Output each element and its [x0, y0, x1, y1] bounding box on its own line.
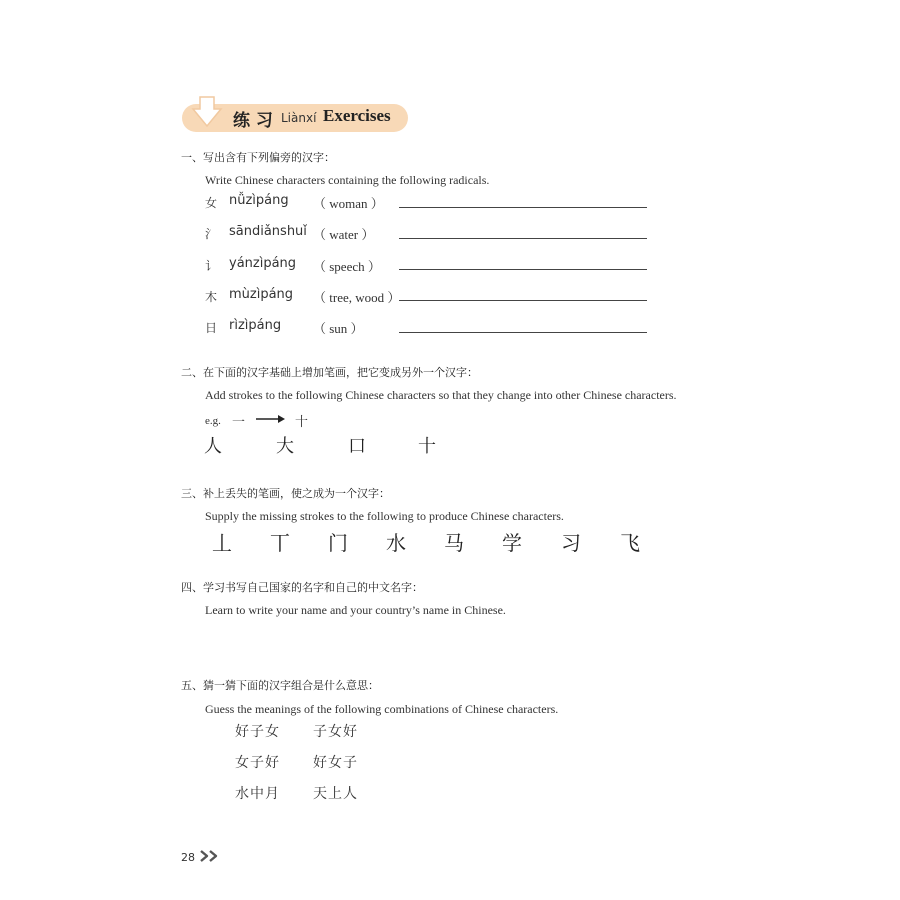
radical-pinyin-1: sāndiǎnshuǐ — [229, 224, 307, 239]
double-chevron-right-icon — [199, 849, 221, 863]
section4-instruction: Learn to write your name and your country’s name in Chinese. — [205, 603, 506, 617]
add-stroke-char-2: 口 — [348, 436, 366, 457]
radical-pinyin-0: nǚzìpáng — [229, 193, 289, 208]
radical-meaning-0: （ woman ） — [313, 196, 384, 211]
radical-4: 日 — [205, 321, 218, 335]
add-stroke-char-0: 人 — [204, 436, 222, 457]
section1-title: 一、写出含有下列偏旁的汉字： — [181, 151, 335, 164]
right-arrow-icon — [256, 414, 286, 424]
section5-instruction: Guess the meanings of the following combinations of Chinese characters. — [205, 702, 559, 716]
combo-1-1: 好女子 — [313, 755, 358, 771]
section3-title: 三、补上丢失的笔画，使之成为一个汉字： — [181, 487, 390, 500]
section2-title: 二、在下面的汉字基础上增加笔画，把它变成另外一个汉字： — [181, 366, 478, 379]
radical-meaning-3: （ tree, wood ） — [313, 290, 401, 305]
radical-pinyin-3: mùzìpáng — [229, 287, 294, 302]
radical-2: 讠 — [205, 259, 218, 273]
section2-instruction: Add strokes to the following Chinese characters so that they change into other Chinese characters. — [205, 388, 677, 402]
combo-0-0: 好子女 — [235, 724, 280, 740]
missing-stroke-char-2: 门 — [328, 531, 348, 555]
answer-line-0[interactable] — [399, 207, 647, 208]
radical-meaning-4: （ sun ） — [313, 321, 364, 336]
add-stroke-char-1: 大 — [276, 436, 294, 457]
missing-stroke-char-7: 飞 — [620, 531, 640, 555]
missing-stroke-char-1: 丅 — [270, 531, 290, 555]
radical-meaning-1: （ water ） — [313, 227, 375, 242]
missing-stroke-char-0: 丄 — [212, 531, 232, 555]
combo-2-1: 天上人 — [313, 786, 358, 802]
answer-line-4[interactable] — [399, 332, 647, 333]
combo-0-1: 子女好 — [313, 724, 358, 740]
missing-stroke-char-4: 马 — [444, 531, 464, 555]
answer-line-2[interactable] — [399, 269, 647, 270]
radical-pinyin-4: rìzìpáng — [229, 318, 282, 333]
example-label: e.g. — [205, 415, 221, 427]
radical-pinyin-2: yánzìpáng — [229, 256, 297, 271]
combo-2-0: 水中月 — [235, 786, 280, 802]
answer-line-1[interactable] — [399, 238, 647, 239]
missing-stroke-char-3: 水 — [386, 531, 406, 555]
combo-1-0: 女子好 — [235, 755, 280, 771]
radical-meaning-2: （ speech ） — [313, 259, 381, 274]
section4-title: 四、学习书写自己国家的名字和自己的中文名字： — [181, 581, 423, 594]
missing-stroke-char-6: 习 — [561, 531, 581, 555]
down-arrow-icon — [190, 95, 224, 129]
banner-title-en: Exercises — [323, 106, 391, 125]
add-stroke-char-3: 十 — [418, 436, 436, 457]
example-to-char: 十 — [295, 415, 309, 430]
radical-3: 木 — [205, 290, 218, 304]
section1-instruction: Write Chinese characters containing the following radicals. — [205, 173, 490, 187]
banner-title-cn: 练 习 — [233, 111, 273, 131]
radical-1: 氵 — [205, 227, 218, 241]
radical-0: 女 — [205, 196, 218, 210]
missing-stroke-char-5: 学 — [502, 531, 522, 555]
answer-line-3[interactable] — [399, 300, 647, 301]
section3-instruction: Supply the missing strokes to the following to produce Chinese characters. — [205, 509, 564, 523]
section5-title: 五、猜一猜下面的汉字组合是什么意思： — [181, 679, 379, 692]
banner-title-pinyin: Liànxí — [281, 111, 317, 125]
page-number: 28 — [181, 851, 195, 864]
example-from-char: 一 — [232, 415, 246, 430]
